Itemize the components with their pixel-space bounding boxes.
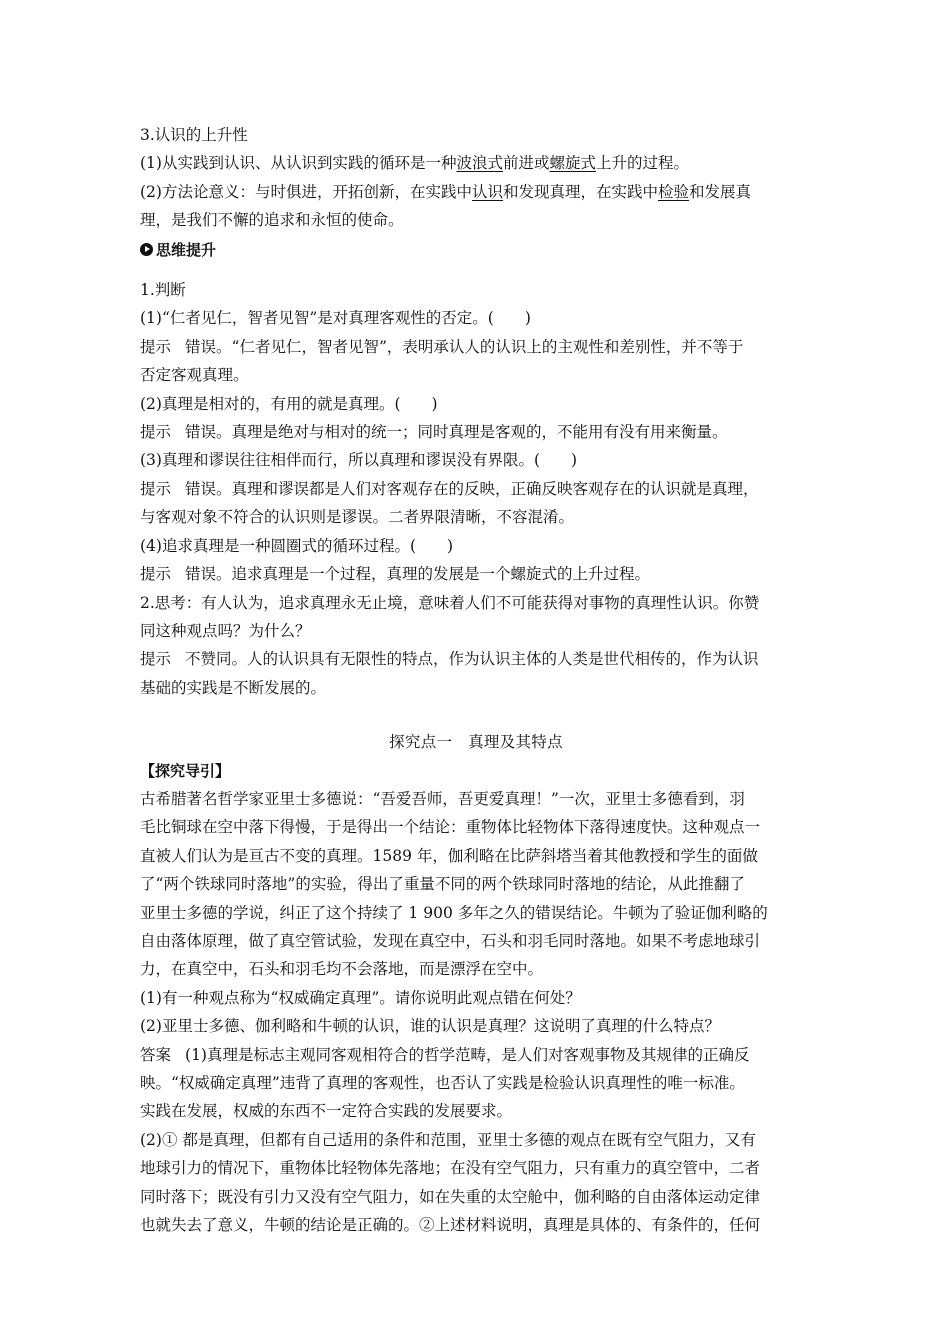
- thinking-heading: [140, 236, 812, 264]
- judge-hint-1-cont: 否定客观真理。: [140, 366, 249, 385]
- answer-line: 实践在发展，权威的东西不一定符合实践的发展要求。: [140, 1102, 513, 1121]
- hint-text: 不赞同。人的认识具有无限性的特点，作为认识主体的人类是世代相传的，作为认识: [185, 650, 759, 669]
- hint-text: 错误。追求真理是一个过程，真理的发展是一个螺旋式的上升过程。: [185, 565, 651, 584]
- answer-1: [140, 1041, 812, 1069]
- section-3-point-1: [140, 149, 812, 177]
- material-line: 古希腊著名哲学家亚里士多德说：“吾爱吾师，吾更爱真理！”一次，亚里士多德看到，羽: [140, 789, 745, 808]
- hint-text: 错误。真理和谬误都是人们对客观存在的反映，正确反映客观存在的认识就是真理，: [185, 479, 759, 498]
- answer-text: (1)真理是标志主观同客观相符合的哲学范畴，是人们对客观事物及其规律的正确反: [185, 1045, 750, 1064]
- think-hint: [140, 645, 812, 673]
- hint-label: 提示: [140, 423, 172, 442]
- hint-label: 提示: [140, 565, 172, 584]
- underlined-term: 认识: [471, 182, 503, 201]
- section-title: 探究点一 真理及其特点: [389, 733, 563, 752]
- material-line: 亚里士多德的学说，纠正了这个持续了 1 900 多年之久的错误结论。牛顿为了验证伽利略的: [140, 903, 768, 922]
- material-line: 力，在真空中，石头和羽毛均不会落地，而是漂浮在空中。: [140, 960, 544, 979]
- think-question-cont: 同这种观点吗？为什么？: [140, 621, 311, 640]
- material-line: 了“两个铁球同时落地”的实验，得出了重量不同的两个铁球同时落地的结论，从此推翻了: [140, 875, 745, 894]
- underlined-term: 波浪式: [456, 154, 503, 173]
- judge-hint-3-cont: 与客观对象不符合的认识则是谬误。二者界限清晰，不容混淆。: [140, 508, 575, 527]
- section-3-title: 3.认识的上升性: [140, 126, 248, 144]
- text-run: 上升的过程。: [596, 154, 690, 173]
- hint-label: 提示: [140, 479, 172, 498]
- underlined-term: 检验: [658, 182, 690, 201]
- guide-label: 【探究导引】: [140, 761, 231, 780]
- material-line: 毛比铜球在空中落下得慢，于是得出一个结论：重物体比轻物体下落得速度快。这种观点一: [140, 818, 761, 837]
- thinking-heading-label: 思维提升: [156, 240, 217, 259]
- play-circle-icon: [140, 243, 153, 256]
- answer-line: (2)① 都是真理，但都有自己适用的条件和范围，亚里士多德的观点在既有空气阻力，又有: [140, 1130, 756, 1149]
- judge-hint-1: [140, 333, 812, 361]
- judge-question-2: (2)真理是相对的，有用的就是真理。( ): [140, 394, 438, 413]
- hint-text: 错误。真理是绝对与相对的统一；同时真理是客观的，不能用有没有用来衡量。: [185, 423, 728, 442]
- explore-question-2: (2)亚里士多德、伽利略和牛顿的认识，谁的认识是真理？这说明了真理的什么特点？: [140, 1017, 720, 1036]
- text-run: (1)从实践到认识、从认识到实践的循环是一种: [140, 154, 457, 173]
- page-content: [140, 121, 812, 1239]
- judge-title: 1.判断: [140, 281, 186, 300]
- judge-question-1: (1)“仁者见仁，智者见智”是对真理客观性的否定。( ): [140, 309, 531, 328]
- section-3-point-2: [140, 178, 812, 206]
- section-3-point-2-cont: 理，是我们不懈的追求和永恒的使命。: [140, 211, 404, 230]
- judge-question-3: (3)真理和谬误往往相伴而行，所以真理和谬误没有界限。( ): [140, 451, 578, 470]
- material-line: 直被人们认为是亘古不变的真理。1589 年，伽利略在比萨斜塔当着其他教授和学生的面做: [140, 846, 758, 865]
- answer-line: 地球引力的情况下，重物体比轻物体先落地；在没有空气阻力，只有重力的真空管中，二者: [140, 1159, 761, 1178]
- judge-hint-3: [140, 475, 812, 503]
- answer-line: 同时落下；既没有引力又没有空气阻力，如在失重的太空舱中，伽利略的自由落体运动定律: [140, 1187, 761, 1206]
- text-run: 前进或: [502, 154, 550, 173]
- underlined-term: 螺旋式: [549, 154, 597, 173]
- hint-text: 错误。“仁者见仁，智者见智”，表明承认人的认识上的主观性和差别性，并不等于: [185, 337, 744, 356]
- text-run: (2)方法论意义：与时俱进，开拓创新，在实践中: [140, 182, 472, 201]
- answer-label: 答案: [140, 1045, 172, 1064]
- think-question: 2.思考：有人认为，追求真理永无止境，意味着人们不可能获得对事物的真理性认识。你赞: [140, 593, 760, 612]
- answer-line: 映。“权威确定真理”违背了真理的客观性，也否认了实践是检验认识真理性的唯一标准。: [140, 1074, 745, 1092]
- text-run: 和发展真: [689, 182, 752, 201]
- think-hint-cont: 基础的实践是不断发展的。: [140, 678, 327, 697]
- text-run: 和发现真理，在实践中: [502, 182, 658, 201]
- judge-hint-2: [140, 418, 812, 446]
- hint-label: 提示: [140, 650, 172, 669]
- hint-label: 提示: [140, 337, 172, 356]
- answer-line: 也就失去了意义，牛顿的结论是正确的。②上述材料说明，真理是具体的、有条件的，任何: [140, 1216, 761, 1235]
- explore-question-1: (1)有一种观点称为“权威确定真理”。请你说明此观点错在何处？: [140, 988, 581, 1007]
- judge-hint-4: [140, 560, 812, 588]
- judge-question-4: (4)追求真理是一种圆圈式的循环过程。( ): [140, 536, 454, 555]
- material-line: 自由落体原理，做了真空管试验，发现在真空中，石头和羽毛同时落地。如果不考虑地球引: [140, 931, 761, 950]
